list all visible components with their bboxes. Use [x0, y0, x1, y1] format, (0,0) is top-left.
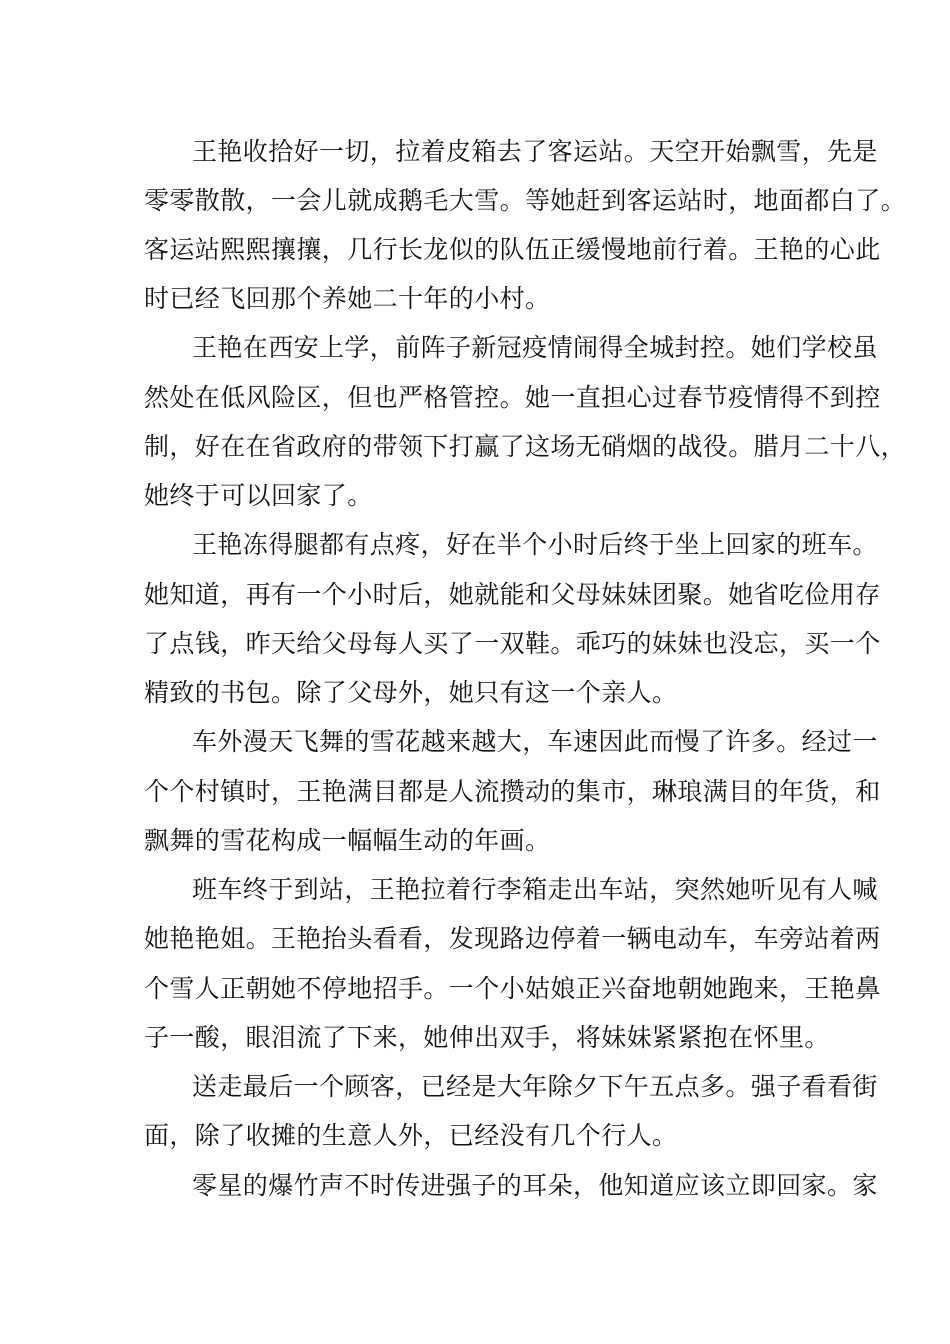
text-line: 王艳在西安上学，前阵子新冠疫情闹得全城封控。她们学校虽	[192, 333, 878, 362]
text-line: 王艳冻得腿都有点疼，好在半个小时后终于坐上回家的班车。	[192, 530, 878, 559]
text-line: 子一酸，眼泪流了下来，她伸出双手，将妹妹紧紧抱在怀里。	[144, 1023, 830, 1052]
text-line: 她艳艳姐。王艳抬头看看，发现路边停着一辆电动车，车旁站着两	[144, 924, 881, 953]
text-line: 个雪人正朝她不停地招手。一个小姑娘正兴奋地朝她跑来，王艳鼻	[144, 974, 881, 1003]
text-line: 客运站熙熙攘攘，几行长龙似的队伍正缓慢地前行着。王艳的心此	[144, 235, 881, 264]
text-line: 她终于可以回家了。	[144, 481, 373, 510]
text-line: 个个村镇时，王艳满目都是人流攒动的集市，琳琅满目的年货，和	[144, 777, 881, 806]
text-line: 零零散散，一会儿就成鹅毛大雪。等她赶到客运站时，地面都白了。	[144, 186, 907, 215]
text-line: 精致的书包。除了父母外，她只有这一个亲人。	[144, 678, 678, 707]
text-line: 她知道，再有一个小时后，她就能和父母妹妹团聚。她省吃俭用存	[144, 580, 881, 609]
text-line: 送走最后一个顾客，已经是大年除夕下午五点多。强子看看街	[192, 1072, 878, 1101]
text-line: 制，好在在省政府的带领下打赢了这场无硝烟的战役。腊月二十八，	[144, 432, 907, 461]
text-line: 然处在低风险区，但也严格管控。她一直担心过春节疫情得不到控	[144, 383, 881, 412]
text-line: 车外漫天飞舞的雪花越来越大，车速因此而慢了许多。经过一	[192, 727, 878, 756]
text-line: 零星的爆竹声不时传进强子的耳朵，他知道应该立即回家。家	[192, 1171, 878, 1200]
text-line: 飘舞的雪花构成一幅幅生动的年画。	[144, 826, 551, 855]
text-line: 了点钱，昨天给父母每人买了一双鞋。乖巧的妹妹也没忘，买一个	[144, 629, 881, 658]
text-line: 王艳收拾好一切，拉着皮箱去了客运站。天空开始飘雪，先是	[192, 137, 878, 166]
text-line: 时已经飞回那个养她二十年的小村。	[144, 284, 551, 313]
text-line: 面，除了收摊的生意人外，已经没有几个行人。	[144, 1121, 678, 1150]
text-line: 班车终于到站，王艳拉着行李箱走出车站，突然她听见有人喊	[192, 875, 878, 904]
